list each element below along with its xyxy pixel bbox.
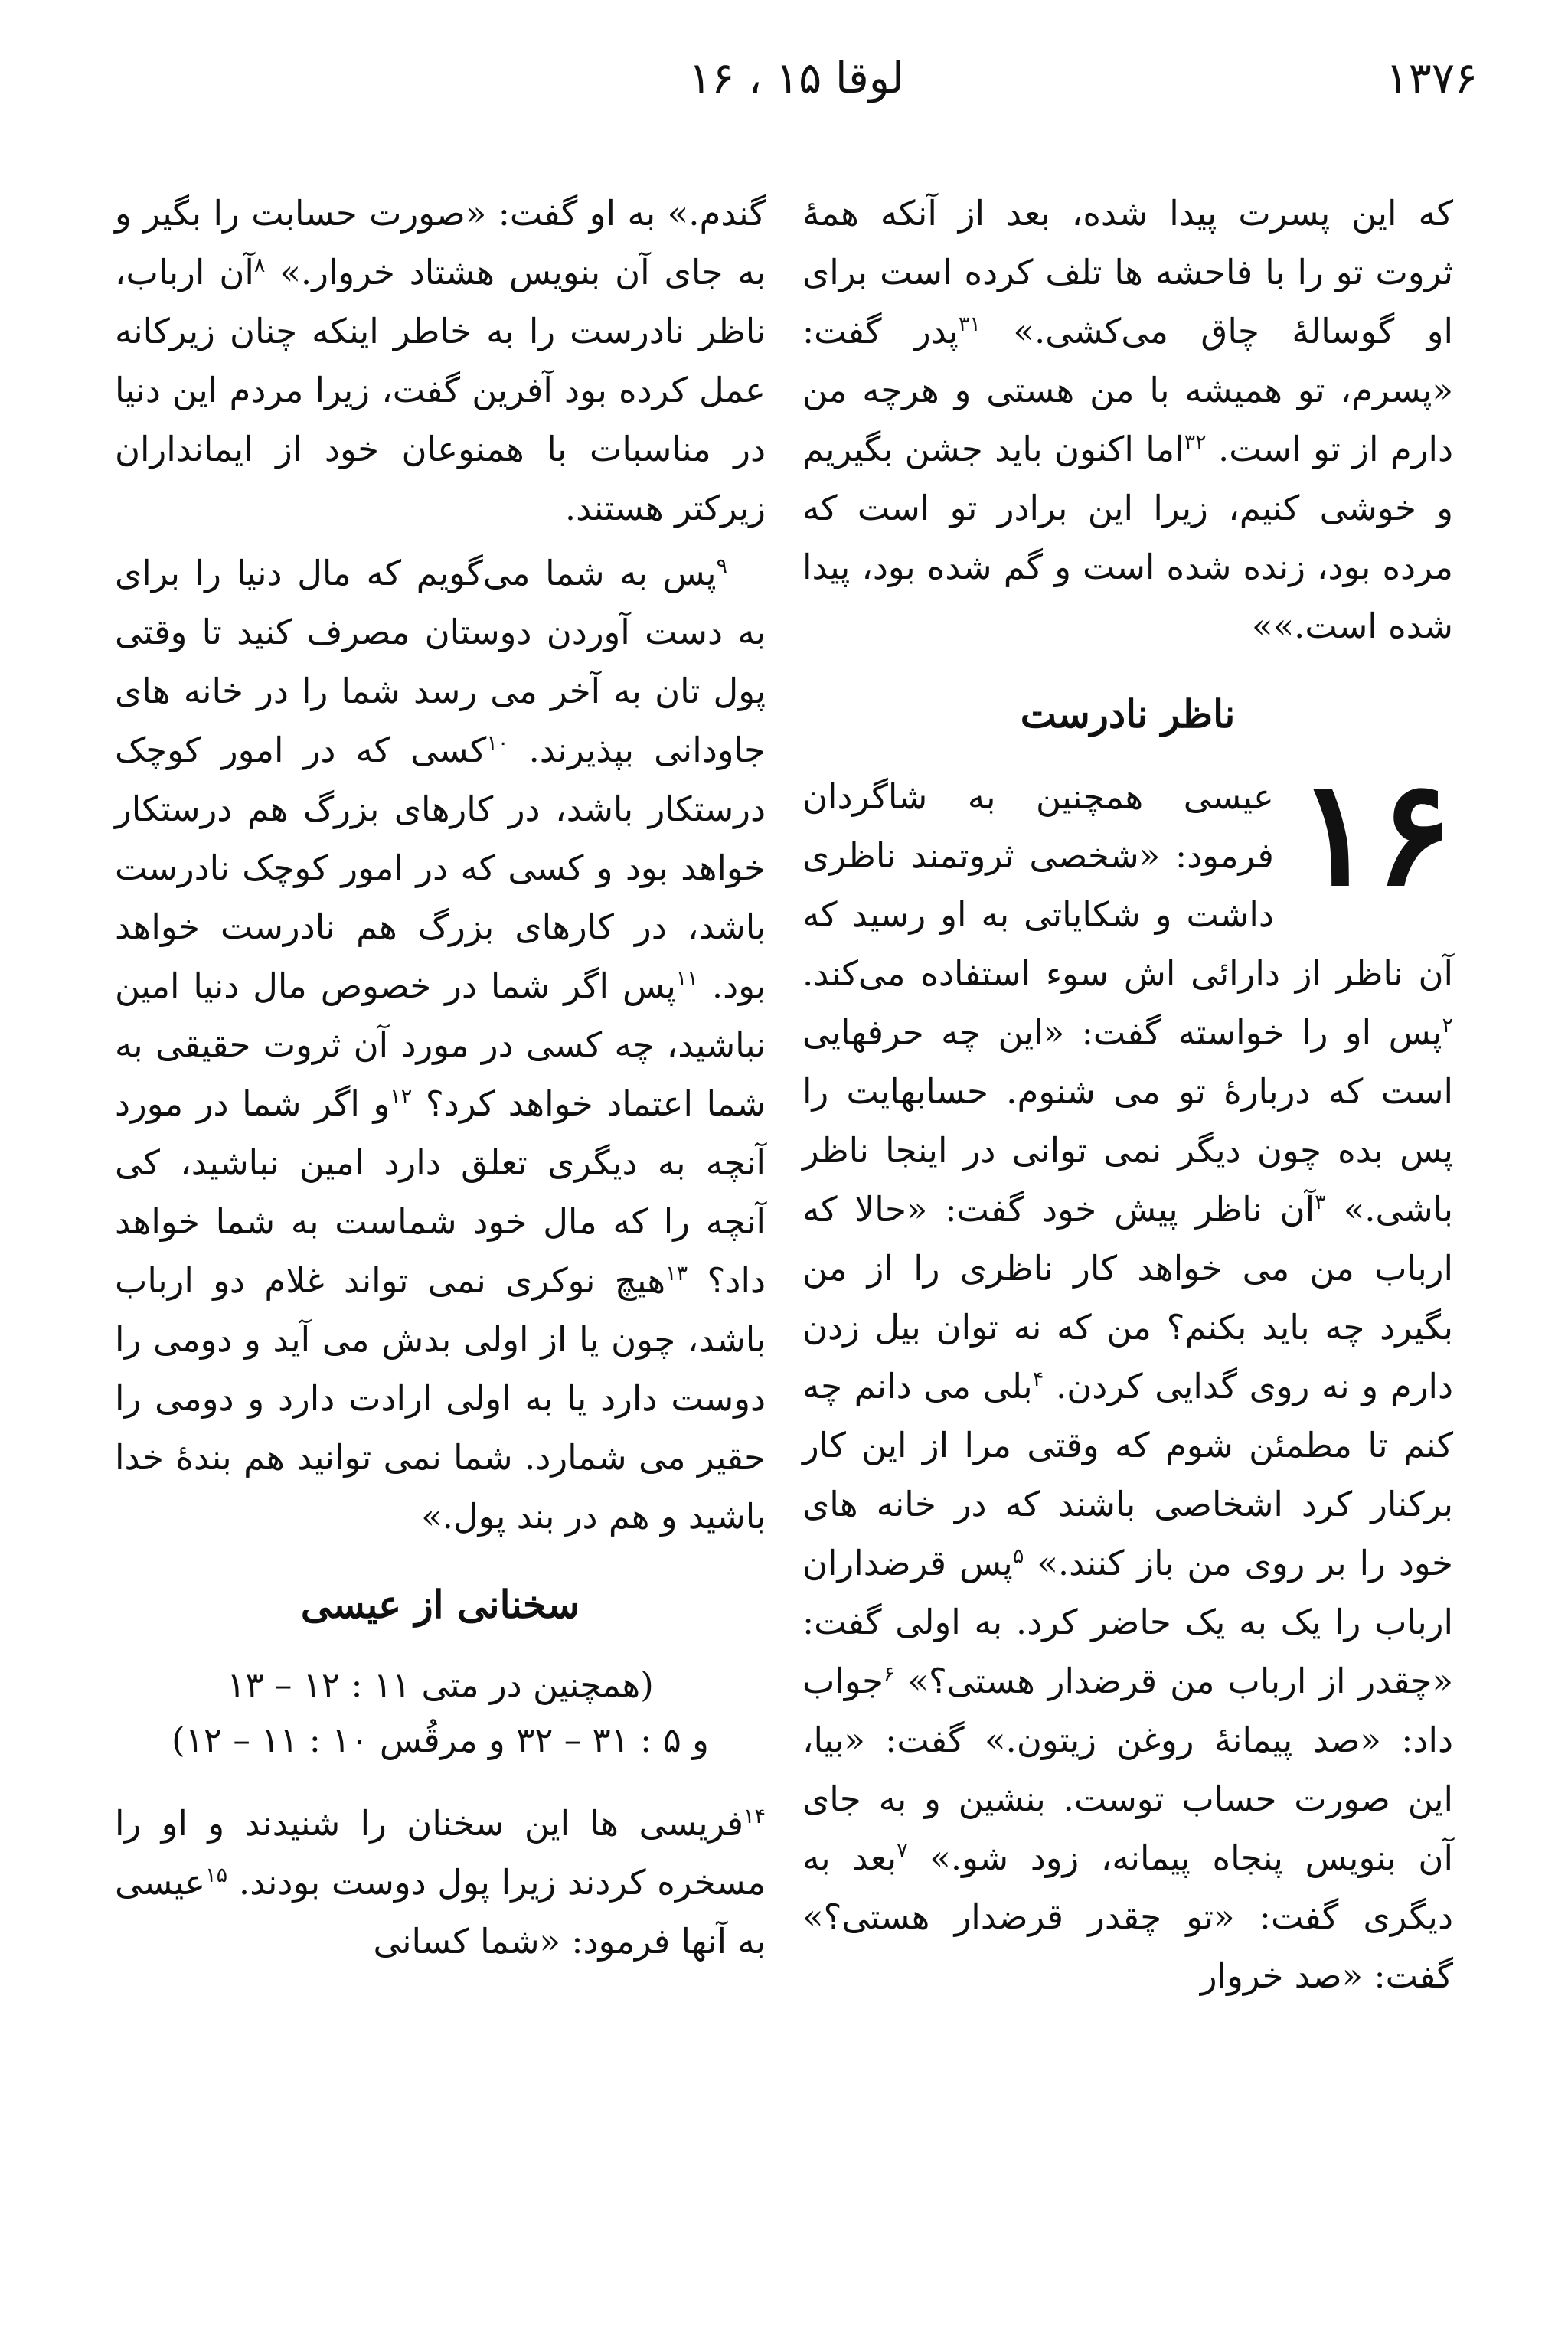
verse-number: ۱۳: [665, 1262, 688, 1285]
page-header: [115, 54, 1478, 122]
verse-number: ۸: [253, 253, 266, 277]
paragraph: [115, 184, 766, 537]
verse-text: عیسی همچنین به شاگردان فرمود: «شخصی ثروتمند ناظری داشت و شکایاتی به او رسید که آن ناظر از دارائی اش سوء استفاده می‌کند.: [802, 776, 1453, 994]
verse-text: پس اگر شما در خصوص مال دنیا امین نباشید، چه کسی در مورد آن ثروت حقیقی به شما اعتماد خواهد کرد؟: [115, 965, 766, 1124]
verse-number: ۴: [1032, 1367, 1044, 1391]
verse-text: هیچ نوکری نمی تواند غلام دو ارباب باشد، چون یا از اولی بدش می آید و دومی را دوست دارد یا به اولی ارادت دارد و دومی را حقیر می شمارد. شما نمی توانید هم بندهٔ خدا باشید و هم در بند پول.»: [115, 1260, 766, 1537]
verse-text: اما اکنون باید جشن بگیریم و خوشی کنیم، زیرا این برادر تو است که مرده بود، زنده شده است و گم شده بود، پیدا شده است.»»: [802, 429, 1453, 646]
paragraph: [802, 747, 1454, 2005]
verse-number: ۱۴: [743, 1805, 766, 1828]
verse-text: عیسی به آنها فرمود: «شما کسانی: [115, 1862, 766, 1962]
right-column: [802, 184, 1453, 2005]
chapter-number: ۱۶: [1296, 747, 1453, 918]
verse-text: بعد به دیگری گفت: «تو چقدر قرضدار هستی؟» گفت: «صد خروار: [802, 1838, 1453, 1996]
verse-number: ۳۱: [958, 312, 981, 336]
cross-reference: [115, 1658, 766, 1768]
verse-number: ۱۲: [390, 1085, 413, 1109]
section-heading: ناظر نادرست: [1020, 691, 1236, 737]
verse-text: و اگر شما در مورد آنچه به دیگری تعلق دارد امین نباشید، کی آنچه را که مال خود شماست به شما خواهد داد؟: [115, 1083, 766, 1301]
verse-number: ۳۲: [1184, 430, 1207, 454]
verse-text: گندم.» به او گفت: «صورت حسابت را بگیر و به جای آن بنویس هشتاد خروار.»: [115, 193, 766, 292]
verse-text: پس قرضداران ارباب را یک به یک حاضر کرد. به اولی گفت: «چقدر از ارباب من قرضدار هستی؟»: [802, 1543, 1453, 1701]
paragraph: [115, 544, 766, 1546]
verse-text: آن ناظر پیش خود گفت: «حالا که ارباب من می خواهد کار ناظری را از من بگیرد چه باید بکنم؟ من که نه توان بیل زدن دارم و نه روی گدایی کردن.: [802, 1189, 1453, 1406]
verse-text: جواب داد: «صد پیمانهٔ روغن زیتون.» گفت: «بیا، این صورت حساب توست. بنشین و به جای آن بنویس پنجاه پیمانه، زود شو.»: [802, 1661, 1453, 1878]
verse-number: ۱۵: [205, 1864, 228, 1887]
verse-text: آن ارباب، ناظر نادرست را به خاطر اینکه چنان زیرکانه عمل کرده بود آفرین گفت، زیرا مردم این دنیا در مناسبات با همنوعان خود از ایمانداران زیرکتر هستند.: [115, 252, 766, 528]
chapter-reference: لوقا ۱۵ ، ۱۶: [688, 54, 904, 103]
verse-text: فریسی ها این سخنان را شنیدند و او را مسخره کردند زیرا پول دوست بودند.: [115, 1803, 766, 1903]
cross-reference-line: (همچنین در متی ۱۱ : ۱۲ – ۱۳: [227, 1664, 654, 1705]
left-column: [115, 184, 766, 1971]
verse-text: کسی که در امور کوچک درستکار باشد، در کارهای بزرگ هم درستکار خواهد بود و کسی که در امور کوچک نادرست باشد، در کارهای بزرگ هم نادرست خواهد بود.: [115, 730, 766, 1006]
verse-text: پدر گفت: «پسرم، تو همیشه با من هستی و هرچه من دارم از تو است.: [802, 311, 1454, 469]
verse-number: ۶: [883, 1662, 895, 1686]
verse-number: ۵: [1012, 1544, 1024, 1568]
verse-text: بلی می دانم چه کنم تا مطمئن شوم که وقتی مرا از این کار برکنار کرد اشخاصی باشند که در خانه های خود را بر روی من باز کنند.»: [802, 1366, 1453, 1583]
verse-number: ۷: [897, 1839, 908, 1863]
page-number: ۱۳۷۶: [1385, 54, 1478, 103]
paragraph: [802, 184, 1453, 655]
verse-number: ۲: [1442, 1014, 1453, 1037]
cross-reference-line: و ۵ : ۳۱ – ۳۲ و مرقُس ۱۰ : ۱۱ – ۱۲): [172, 1720, 709, 1760]
verse-number: ۱۱: [675, 967, 698, 991]
verse-number: ۱۰: [486, 731, 509, 755]
paragraph: [115, 1794, 766, 1971]
verse-number: ۹: [716, 554, 727, 578]
section-heading: سخنانی از عیسی: [300, 1582, 580, 1627]
verse-text: پس به شما می‌گویم که مال دنیا را برای به دست آوردن دوستان مصرف کنید تا وقتی پول تان به آخر می رسد شما را در خانه های جاودانی بپذیرند.: [115, 553, 766, 770]
verse-text: پس او را خواسته گفت: «این چه حرفهایی است که دربارهٔ تو می شنوم. حسابهایت را پس بده چون دیگر نمی توانی در اینجا ناظر باشی.»: [802, 1012, 1454, 1230]
verse-text: که این پسرت پیدا شده، بعد از آنکه همهٔ ثروت تو را با فاحشه ها تلف کرده است برای او گوسالهٔ چاق می‌کشی.»: [802, 193, 1453, 351]
verse-number: ۳: [1315, 1191, 1326, 1214]
